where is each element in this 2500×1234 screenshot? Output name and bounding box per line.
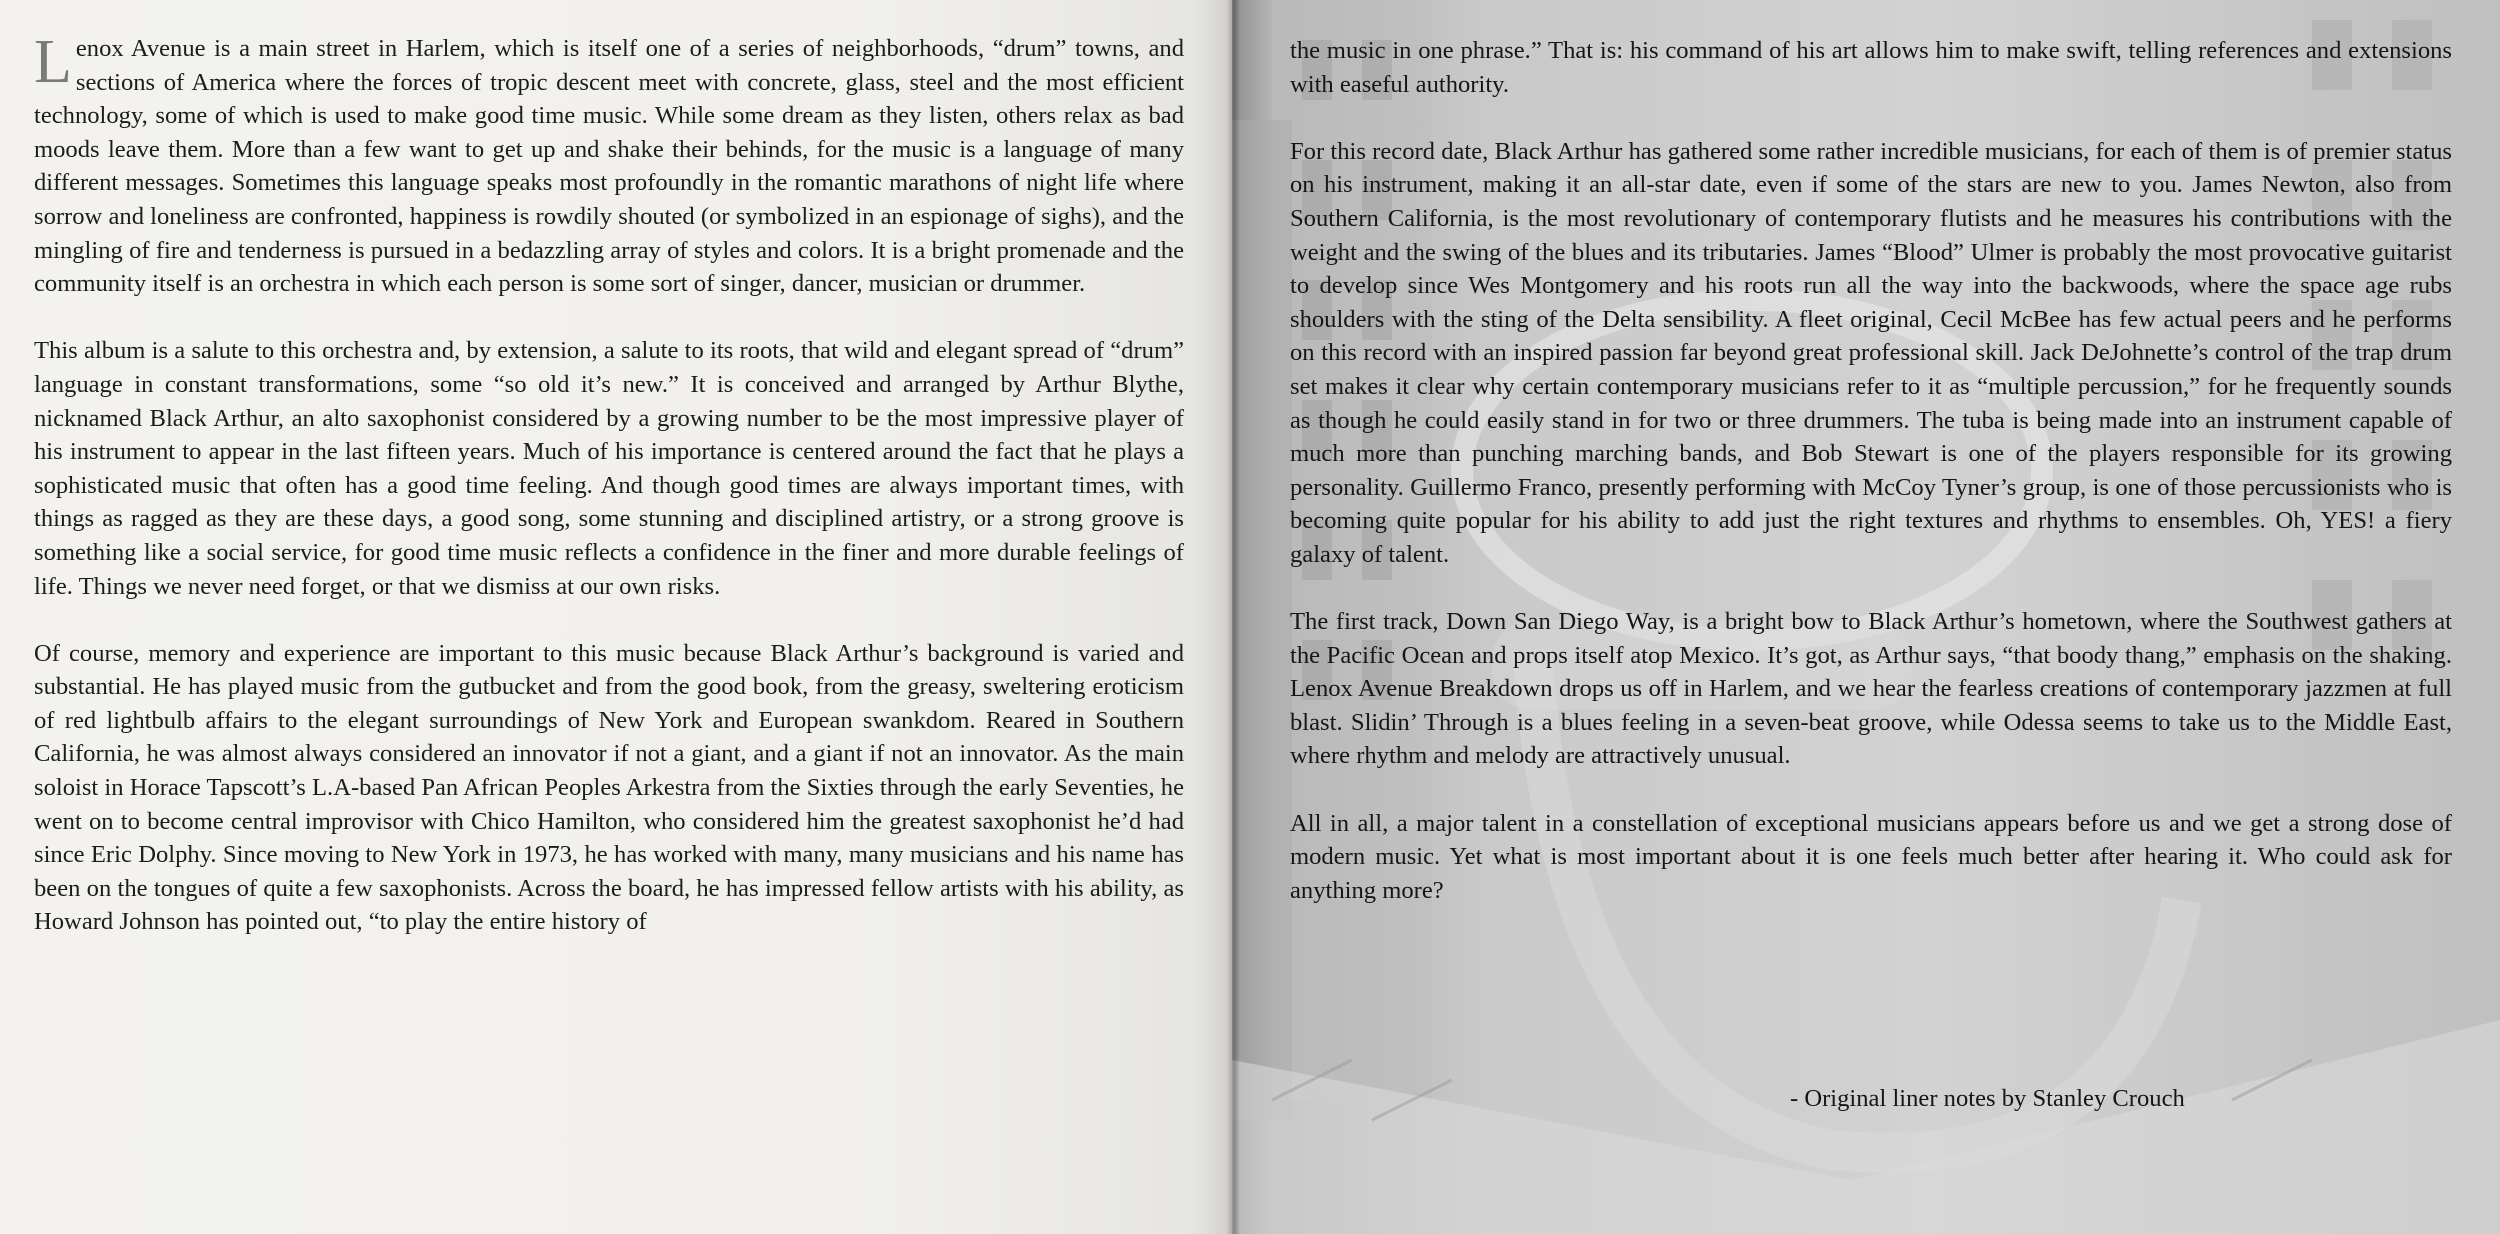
book-spine [1226, 0, 1240, 1234]
right-page-text [1290, 34, 2452, 907]
right-paragraph-3: The first track, Down San Diego Way, is a bright bow to Black Arthur’s hometown, where the Southwest gathers at the Pacific Ocean and props itself atop Mexico. It’s got, as Arthur says, “that boody thang,” emphasis on the shaking. Lenox Avenue Breakdown drops us off in Harlem, and we hear the fearless creations of contemporary jazzmen at full blast. Slidin’ Through is a blues feeling in a seven-beat groove, while Odessa seems to take us to the Middle East, where rhythm and melody are attractively unusual. [1290, 608, 2452, 770]
left-paragraph-3: Of course, memory and experience are important to this music because Black Arthur’s background is varied and substantial. He has played music from the gutbucket and from the good book, from the greasy, sweltering eroticism of red lightbulb affairs to the elegant surroundings of New York and European swankdom. Reared in Southern California, he was almost always considered an innovator if not a giant, and a giant if not an innovator. As the main soloist in Horace Tapscott’s L.A-based Pan African Peoples Arkestra from the Sixties through the early Seventies, he went on to become central improvisor with Chico Hamilton, who considered him the greatest saxophonist he’d had since Eric Dolphy. Since moving to New York in 1973, he has worked with many, many musicians and his name has been on the tongues of quite a few saxophonists. Across the board, he has impressed fellow artists with his ability, as Howard Johnson has pointed out, “to play the entire history of [34, 639, 1184, 936]
left-page [0, 0, 1232, 1234]
left-page-text [34, 28, 1184, 939]
left-paragraph-1-body: enox Avenue is a main street in Harlem, which is itself one of a series of neighborhoods, “drum” towns, and sections of America where the forces of tropic descent meet with concrete, glass, steel and the most efficient technology, some of which is used to make good time music. While some dream as they listen, others relax as bad moods leave them. More than a few want to get up and shake their behinds, for the music is a language of many different messages. Sometimes this language speaks most profoundly in the romantic marathons of night life where sorrow and loneliness are confronted, happiness is rowdily shouted (or symbolized in an espionage of sighs), and the mingling of fire and tenderness is pursued in a bedazzling array of styles and colors. It is a bright promenade and the community itself is an orchestra in which each person is some sort of singer, dancer, musician or drummer. [34, 35, 1184, 298]
right-paragraph-4: All in all, a major talent in a constellation of exceptional musicians appears before us and we get a strong dose of modern music. Yet what is most important about it is one feels much better after hearing it. Who could ask for anything more? [1290, 809, 2452, 904]
right-page [1232, 0, 2500, 1234]
liner-notes-credit: - Original liner notes by Stanley Crouch [1790, 1085, 2185, 1112]
right-paragraph-1: the music in one phrase.” That is: his command of his art allows him to make swift, telling references and extensions with easeful authority. [1290, 37, 2452, 98]
drop-cap: L [34, 28, 72, 96]
left-paragraph-1 [34, 28, 1184, 301]
right-paragraph-2: For this record date, Black Arthur has gathered some rather incredible musicians, for each of them is of premier status on his instrument, making it an all-star date, even if some of the stars are new to you. James Newton, also from Southern California, is the most revolutionary of contemporary flutists and he measures his contributions with the weight and the swing of the blues and its tributaries. James “Blood” Ulmer is probably the most provocative guitarist to develop since Wes Montgomery and his roots run all the way into the backwoods, where the space age rubs shoulders with the sting of the Delta sensibility. A fleet original, Cecil McBee has few actual peers and he performs on this record with an inspired passion far beyond great professional skill. Jack DeJohnette’s control of the trap drum set makes it clear why certain contemporary musicians refer to it as “multiple percussion,” for he frequently sounds as though he could easily stand in for two or three drummers. The tuba is being made into an instrument capable of much more than punching marching bands, and Bob Stewart is one of the players responsible for its growing personality. Guillermo Franco, presently performing with McCoy Tyner’s group, is one of those percussionists who is becoming quite popular for his ability to add just the right textures and rhythms to ensembles. Oh, YES! a fiery galaxy of talent. [1290, 137, 2452, 568]
left-paragraph-2: This album is a salute to this orchestra and, by extension, a salute to its roots, that wild and elegant spread of “drum” language in constant transformations, some “so old it’s new.” It is conceived and arranged by Arthur Blythe, nicknamed Black Arthur, an alto saxophonist considered by a growing number to be the most impressive player of his instrument to appear in the last fifteen years. Much of his importance is centered around the fact that he plays a sophisticated music that often has a good time feeling. And though good times are always important times, with things as ragged as they are these days, a good song, some stunning and disciplined artistry, or a strong groove is something like a social service, for good time music reflects a confidence in the finer and more durable feelings of life. Things we never need forget, or that we dismiss at our own risks. [34, 337, 1184, 600]
